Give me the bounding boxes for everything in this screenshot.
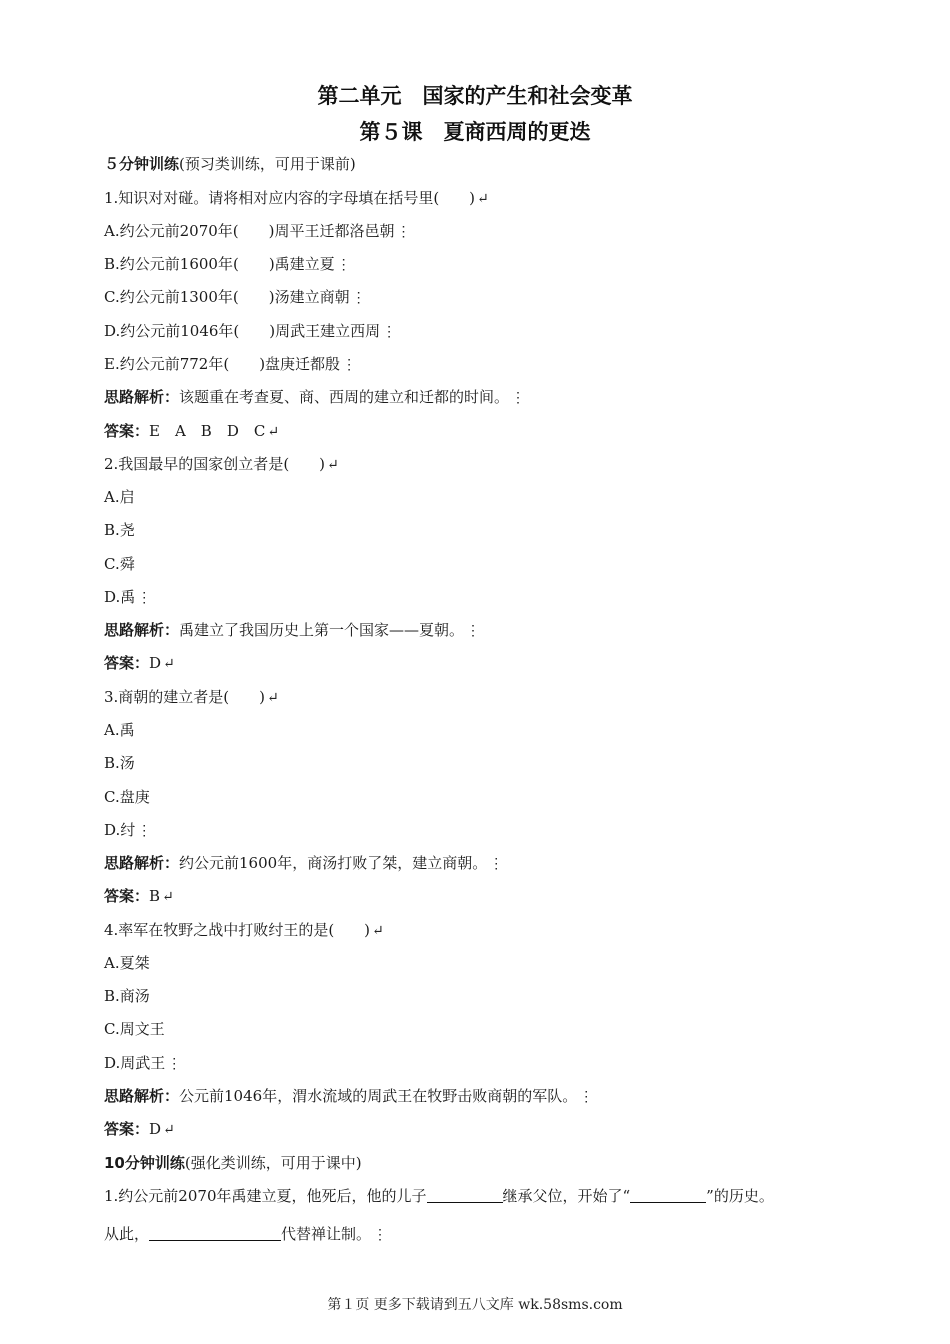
question-2-option-a: A.启 bbox=[104, 488, 135, 506]
section-heading-label: 10分钟训练 bbox=[104, 1154, 185, 1172]
question-2-option-d bbox=[104, 586, 862, 609]
fill-text: ”的历史。 bbox=[706, 1187, 774, 1205]
answer-label: 答案： bbox=[104, 1120, 150, 1138]
paragraph-mark-icon: ⋮ bbox=[373, 1227, 388, 1243]
question-text: 2.我国最早的国家创立者是( ) bbox=[104, 455, 326, 473]
question-4-option-c: C.周文王 bbox=[104, 1020, 165, 1038]
fill-text: 继承父位，开始了“ bbox=[502, 1187, 631, 1205]
question-1-item-c bbox=[104, 286, 862, 309]
analysis-label: 思路解析： bbox=[104, 388, 180, 406]
return-arrow-icon: ↵ bbox=[327, 457, 339, 473]
paragraph-mark-icon: ⋮ bbox=[137, 590, 152, 606]
fill-text: 从此， bbox=[104, 1225, 150, 1243]
question-1-item-a bbox=[104, 220, 862, 243]
section-heading-label: ５分钟训练 bbox=[104, 155, 180, 173]
paragraph-mark-icon: ⋮ bbox=[137, 823, 152, 839]
question-3-option-b: B.汤 bbox=[104, 754, 135, 772]
analysis-label: 思路解析： bbox=[104, 854, 180, 872]
item-text: A.约公元前2070年( )周平王迁都洛邑朝 bbox=[104, 222, 395, 240]
question-text: 3.商朝的建立者是( ) bbox=[104, 688, 266, 706]
section-heading-10min bbox=[104, 1152, 862, 1174]
item-text: E.约公元前772年( )盘庚迁都殷 bbox=[104, 355, 341, 373]
paragraph-mark-icon: ⋮ bbox=[579, 1089, 594, 1105]
question-1-answer bbox=[104, 420, 862, 443]
section-heading-note: (强化类训练，可用于课中) bbox=[184, 1154, 362, 1172]
paragraph-mark-icon: ⋮ bbox=[351, 290, 366, 306]
question-text: 4.率军在牧野之战中打败纣王的是( ) bbox=[104, 921, 371, 939]
answer-text: D bbox=[149, 654, 162, 672]
blank-2 bbox=[630, 1187, 706, 1203]
question-3-answer bbox=[104, 885, 862, 908]
paragraph-mark-icon: ⋮ bbox=[336, 257, 351, 273]
question-2-answer bbox=[104, 652, 862, 675]
question-3-option-d bbox=[104, 819, 862, 842]
paragraph-mark-icon: ⋮ bbox=[511, 390, 526, 406]
return-arrow-icon: ↵ bbox=[372, 923, 384, 939]
question-2-option-c: C.舜 bbox=[104, 555, 135, 573]
return-arrow-icon: ↵ bbox=[477, 191, 489, 207]
question-3-option-c: C.盘庚 bbox=[104, 788, 150, 806]
question-4-answer bbox=[104, 1118, 862, 1141]
option-text: D.纣 bbox=[104, 821, 136, 839]
item-text: D.约公元前1046年( )周武王建立西周 bbox=[104, 322, 381, 340]
question-3-analysis bbox=[104, 852, 862, 875]
return-arrow-icon: ↵ bbox=[163, 1122, 175, 1138]
section-heading-5min bbox=[104, 153, 862, 175]
question-1-item-e bbox=[104, 353, 862, 376]
question-1-analysis bbox=[104, 386, 862, 409]
unit-title: 第二单元 国家的产生和社会变革 bbox=[317, 84, 633, 108]
paragraph-mark-icon: ⋮ bbox=[489, 856, 504, 872]
question-4-option-b: B.商汤 bbox=[104, 987, 150, 1005]
question-4-option-a: A.夏桀 bbox=[104, 954, 150, 972]
section-heading-note: (预习类训练，可用于课前) bbox=[179, 155, 356, 173]
answer-label: 答案： bbox=[104, 654, 150, 672]
analysis-label: 思路解析： bbox=[104, 1087, 180, 1105]
answer-label: 答案： bbox=[104, 422, 150, 440]
question-4-analysis bbox=[104, 1085, 862, 1108]
return-arrow-icon: ↵ bbox=[163, 656, 175, 672]
analysis-text: 约公元前1600年，商汤打败了桀，建立商朝。 bbox=[179, 854, 488, 872]
question-1-item-d bbox=[104, 320, 862, 343]
fill-text: 代替禅让制。 bbox=[281, 1225, 372, 1243]
question-4-option-d bbox=[104, 1052, 862, 1075]
return-arrow-icon: ↵ bbox=[162, 889, 174, 905]
paragraph-mark-icon: ⋮ bbox=[382, 324, 397, 340]
fill-question-1-line1 bbox=[104, 1185, 862, 1207]
question-3-stem bbox=[104, 686, 862, 709]
question-1-stem bbox=[104, 187, 862, 210]
question-2-option-b: B.尧 bbox=[104, 521, 135, 539]
question-1-item-b bbox=[104, 253, 862, 276]
option-text: D.禹 bbox=[104, 588, 136, 606]
question-3-option-a: A.禹 bbox=[104, 721, 135, 739]
analysis-text: 公元前1046年，渭水流域的周武王在牧野击败商朝的军队。 bbox=[179, 1087, 578, 1105]
item-text: B.约公元前1600年( )禹建立夏 bbox=[104, 255, 335, 273]
paragraph-mark-icon: ⋮ bbox=[167, 1056, 182, 1072]
return-arrow-icon: ↵ bbox=[267, 424, 280, 440]
blank-3 bbox=[149, 1225, 281, 1241]
option-text: D.周武王 bbox=[104, 1054, 166, 1072]
answer-text: E A B D C bbox=[149, 422, 266, 440]
item-text: C.约公元前1300年( )汤建立商朝 bbox=[104, 288, 350, 306]
analysis-text: 禹建立了我国历史上第一个国家——夏朝。 bbox=[179, 621, 465, 639]
fill-text: 1.约公元前2070年禹建立夏，他死后，他的儿子 bbox=[104, 1187, 427, 1205]
lesson-title: 第５课 夏商西周的更迭 bbox=[359, 120, 591, 144]
question-4-stem bbox=[104, 919, 862, 942]
paragraph-mark-icon: ⋮ bbox=[466, 623, 481, 639]
page-footer: 第１页 更多下载请到五八文库 wk.58sms.com bbox=[327, 1297, 623, 1313]
analysis-label: 思路解析： bbox=[104, 621, 180, 639]
paragraph-mark-icon: ⋮ bbox=[396, 224, 411, 240]
question-2-analysis bbox=[104, 619, 862, 642]
question-text: 1.知识对对碰。请将相对应内容的字母填在括号里( ) bbox=[104, 189, 476, 207]
blank-1 bbox=[427, 1187, 503, 1203]
answer-text: D bbox=[149, 1120, 162, 1138]
analysis-text: 该题重在考查夏、商、西周的建立和迁都的时间。 bbox=[179, 388, 510, 406]
paragraph-mark-icon: ⋮ bbox=[342, 357, 357, 373]
answer-text: B bbox=[149, 887, 161, 905]
return-arrow-icon: ↵ bbox=[267, 690, 279, 706]
answer-label: 答案： bbox=[104, 887, 150, 905]
fill-question-1-line2 bbox=[104, 1223, 862, 1246]
question-2-stem bbox=[104, 453, 862, 476]
